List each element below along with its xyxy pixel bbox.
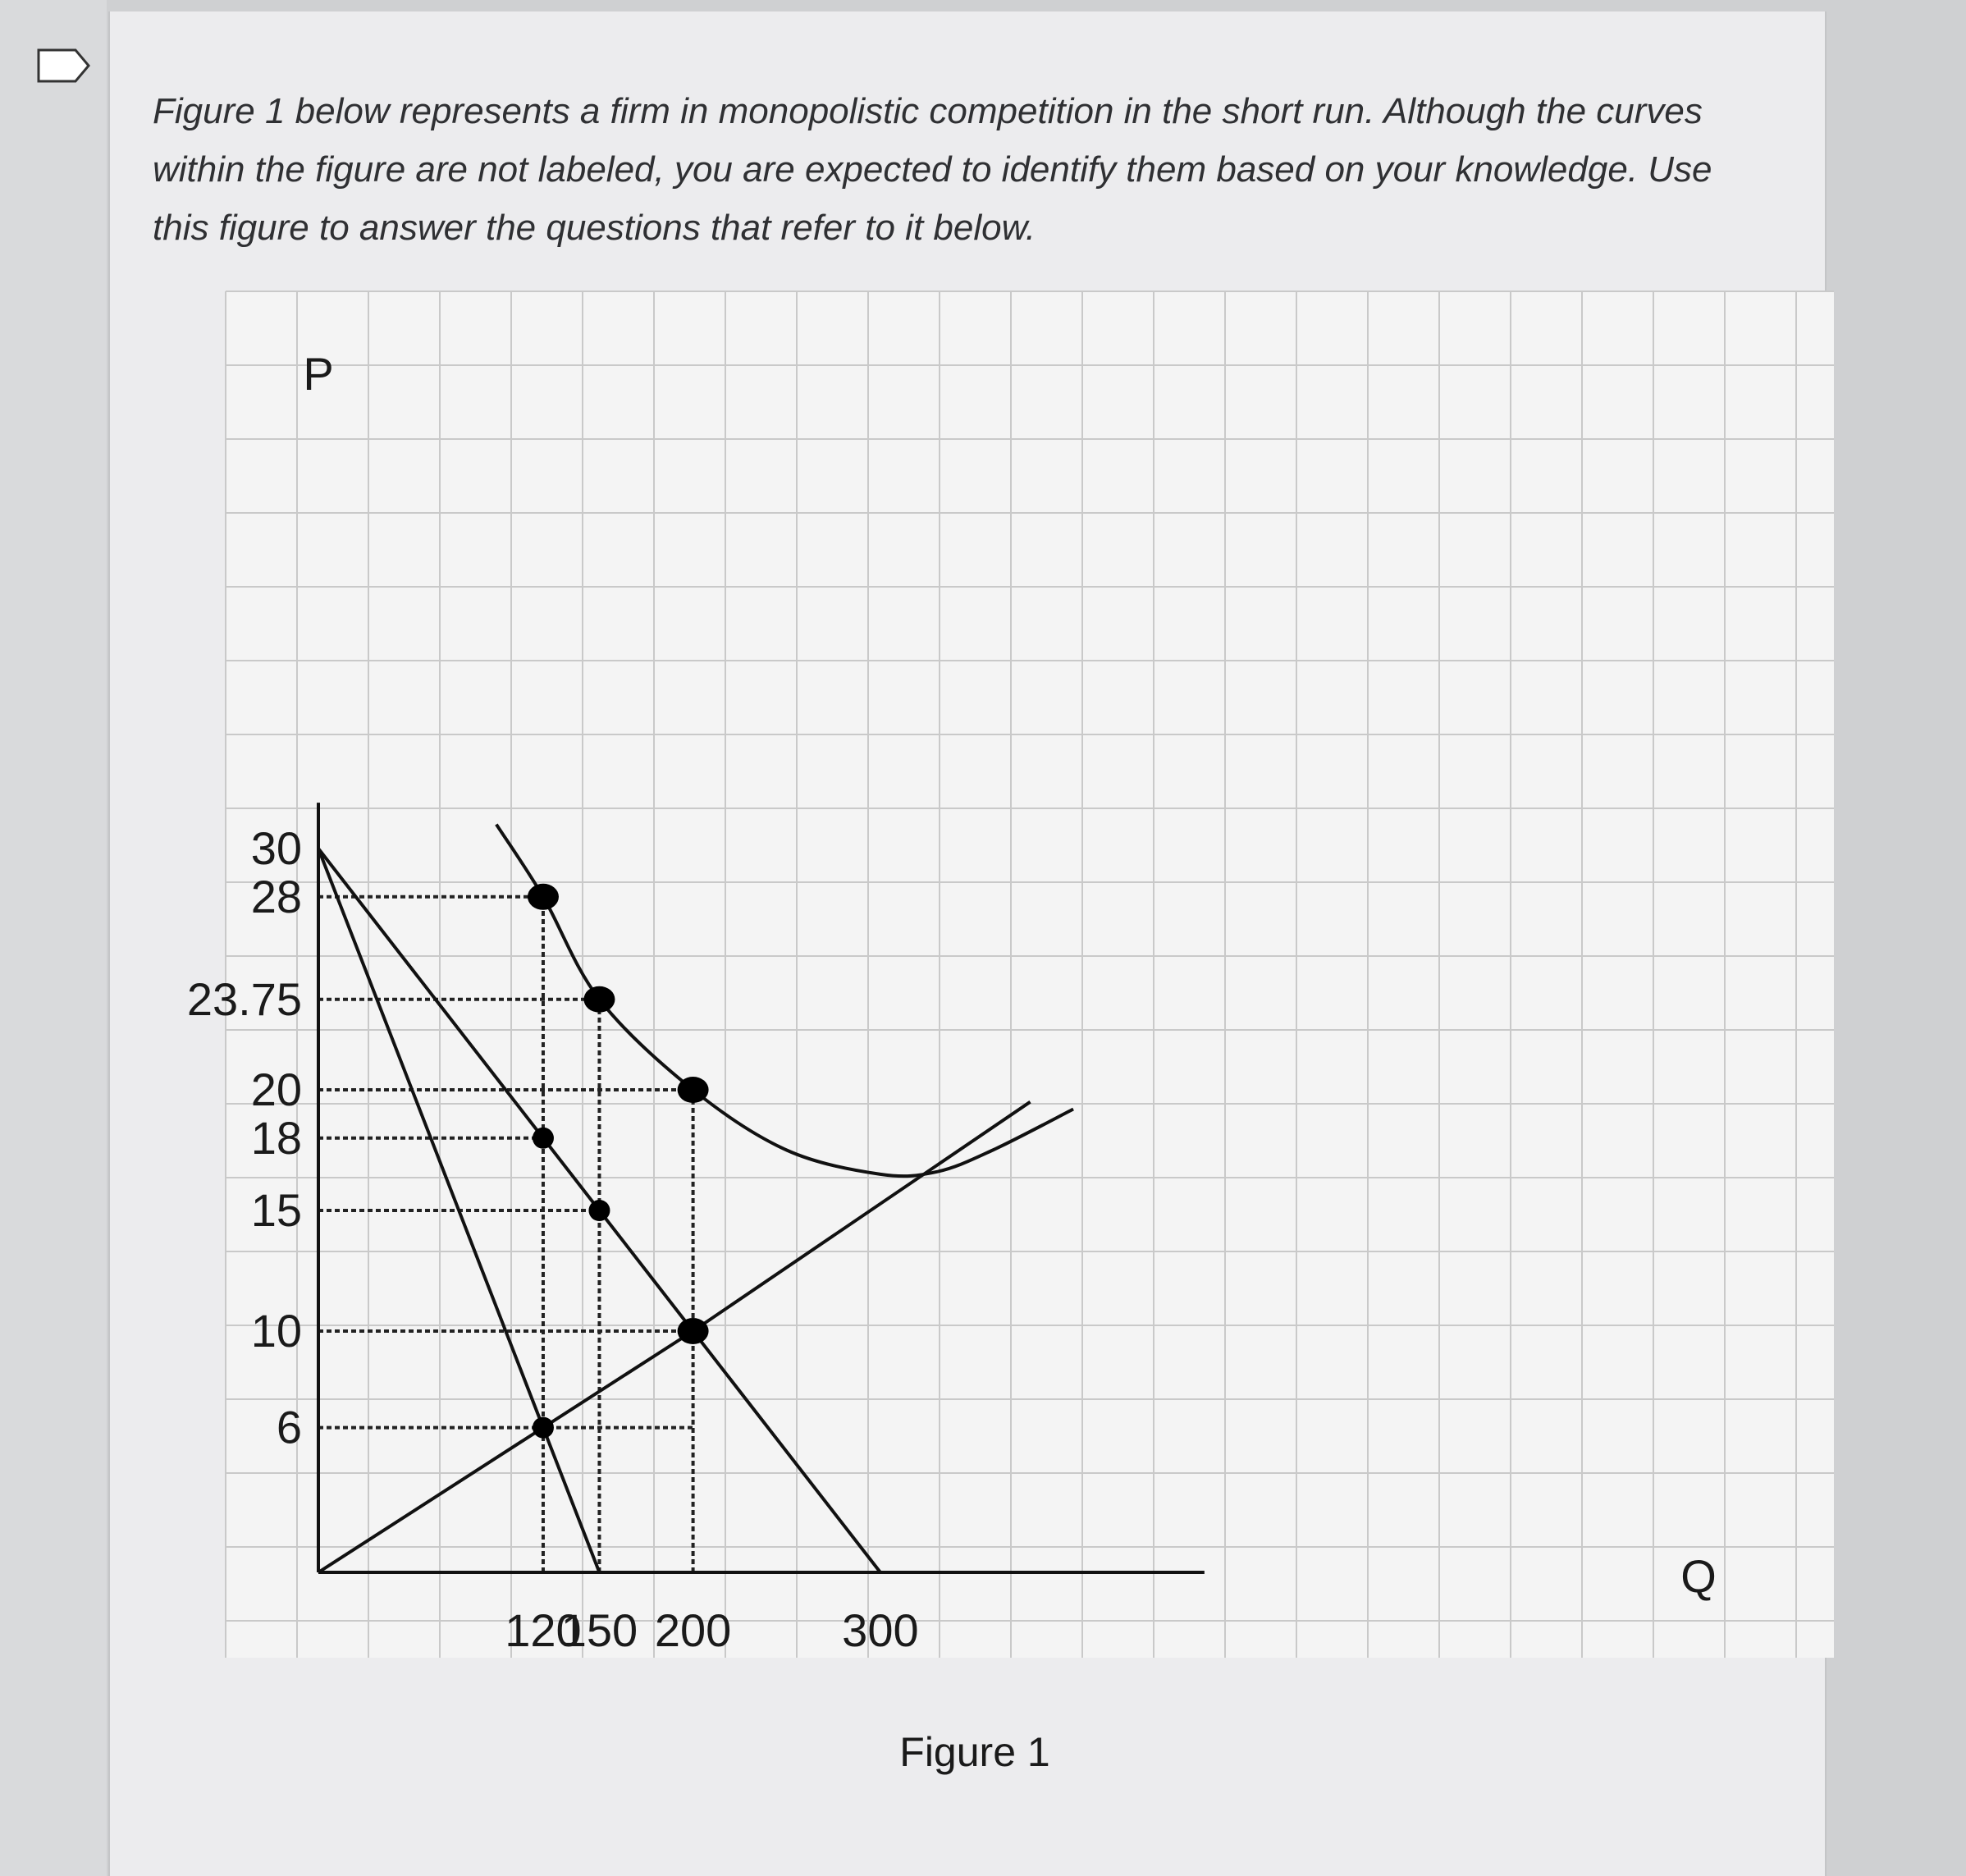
y-tick-label: 15 (250, 1184, 302, 1236)
x-tick-label: 200 (654, 1604, 732, 1656)
question-text: Figure 1 below represents a firm in monopolistic competition in the short run. Although the curves within the figure are not labeled, you are expected to identify them based on your knowledge. Use this figure to answer the questions that refer to it below. (153, 91, 1712, 248)
data-point (678, 1318, 709, 1344)
y-tick-label: 18 (250, 1111, 302, 1164)
x-tick-label: 300 (842, 1604, 919, 1656)
y-tick-label: 23.75 (186, 972, 302, 1025)
y-tick-label: 10 (250, 1305, 302, 1357)
y-tick-label: 28 (250, 870, 302, 922)
x-tick-label: 120 (505, 1604, 582, 1656)
data-point (678, 1077, 709, 1103)
data-point (533, 1128, 554, 1149)
data-point (583, 986, 615, 1013)
figure-caption: Figure 1 (899, 1729, 1050, 1775)
y-tick-label: 6 (276, 1401, 302, 1453)
data-point (533, 1417, 554, 1439)
y-axis-label: P (303, 348, 334, 400)
x-tick-label: 150 (560, 1604, 638, 1656)
x-axis-label: Q (1680, 1550, 1717, 1602)
y-tick-label: 30 (250, 822, 302, 874)
data-point (588, 1200, 610, 1221)
chart-paper (226, 291, 1834, 1658)
data-point (528, 884, 559, 910)
y-tick-label: 20 (250, 1064, 302, 1115)
